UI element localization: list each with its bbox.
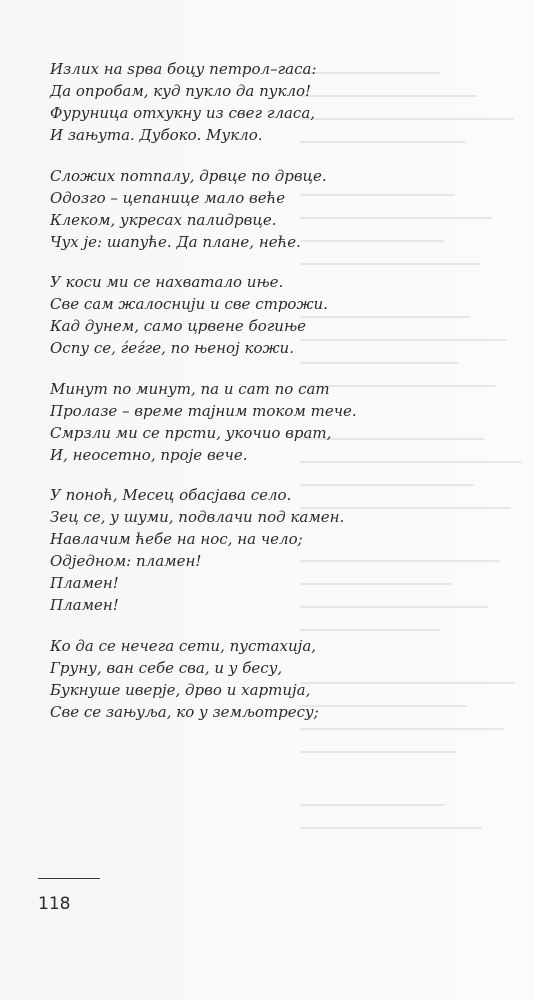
- poem-line: Чух је: шапуће. Да плане, неће.: [50, 232, 301, 251]
- stanza: [50, 378, 357, 466]
- stanza: [50, 58, 350, 146]
- page-number: 118: [38, 894, 71, 914]
- show-through-line: [300, 827, 482, 829]
- poem-line: Да опробам, куд пукло да пукло!: [50, 82, 312, 100]
- poem-line: Пламен!: [50, 574, 119, 592]
- poem-line: Одједном: пламен!: [50, 552, 202, 570]
- show-through-line: [300, 804, 445, 806]
- poem-line: Све се зањуља, ко у земљотресу;: [50, 702, 319, 721]
- poem-line: Зец се, у шуми, подвлачи под камен.: [50, 508, 345, 526]
- poem-line: Ко да се нечега сети, пустахија,: [50, 636, 317, 655]
- poem-line: Оспу се, ѓеѓге, по њеној кожи.: [50, 339, 294, 357]
- poem-line: Минут по минут, па и сат по сат: [50, 379, 330, 398]
- stanza: [50, 484, 350, 616]
- poem-line: Пролазе – време тајним током тече.: [50, 401, 357, 420]
- stanza: [50, 271, 350, 359]
- poem-line: Одозго – цепанице мало веће: [50, 188, 286, 207]
- poem-line: Букнуше иверје, дрво и хартија,: [50, 680, 311, 699]
- poem-line: Груну, ван себе сва, и у бесу,: [50, 658, 283, 677]
- poem-line: Све сам жалоснији и све строжи.: [50, 295, 328, 313]
- stanza: [50, 165, 350, 253]
- footer-rule: [38, 878, 100, 879]
- poem-line: Кад дунем, само црвене богиње: [50, 317, 307, 335]
- stanza: [50, 635, 350, 723]
- poem-line: Фуруница отхукну из свег гласа,: [50, 104, 316, 122]
- poem-line: У коси ми се нахватало иње.: [50, 273, 284, 291]
- poem-line: И зањута. Дубоко. Мукло.: [50, 126, 263, 144]
- poem-line: Сложих потпалу, дрвце по дрвце.: [50, 166, 327, 185]
- poem-line: Навлачим ћебе на нос, на чело;: [50, 530, 303, 548]
- poem-line: Клеком, укресах палидрвце.: [50, 210, 277, 229]
- show-through-line: [300, 751, 456, 753]
- poem-body: [50, 58, 357, 741]
- poem-line: Излих на ѕрва боцу петрол–гаса:: [50, 60, 317, 78]
- poem-line: У поноћ, Месец обасјава село.: [50, 486, 292, 504]
- poem-line: Смрзли ми се прсти, укочио врат,: [50, 423, 332, 442]
- poem-line: И, неосетно, пројe вече.: [50, 445, 248, 464]
- poem-line: Пламен!: [50, 596, 119, 614]
